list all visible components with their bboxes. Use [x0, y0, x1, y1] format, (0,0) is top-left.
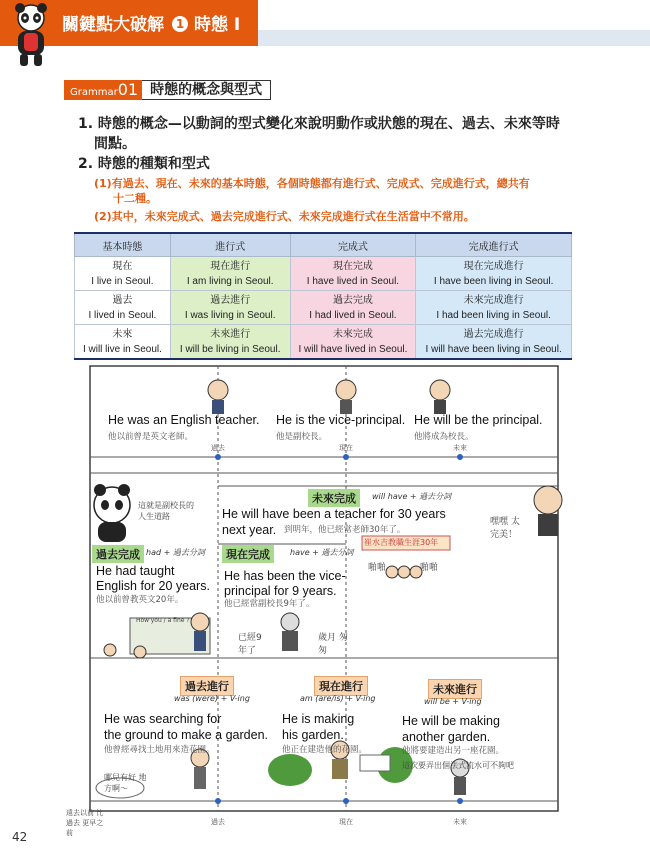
section-title: 時態的概念與型式 [142, 80, 271, 100]
time-bubble-1: 已經9 年了 [238, 633, 262, 656]
cell-example: I live in Seoul. [91, 275, 154, 287]
page-number: 42 [12, 830, 28, 844]
principal-figure-icon [430, 380, 450, 414]
table-header: 完成進行式 [416, 233, 572, 257]
past-progressive-label: 過去進行 [180, 676, 234, 696]
past-perfect-label: 過去完成 [92, 545, 144, 563]
past-perfect-translation: 他以前曾教英文20年。 [96, 595, 184, 605]
grammar-tag [64, 80, 142, 100]
future-perfect-sentence-1: He will have been a teacher for 30 years [222, 507, 446, 521]
tick-future-bottom: 未來 [453, 818, 467, 826]
present-progressive-formula: am (are/is) + V-ing [300, 694, 376, 703]
present-perfect-sentence-2: principal for 9 years. [224, 584, 337, 598]
future-perfect-label: 未來完成 [308, 489, 360, 507]
future-progressive-translation: 他將要建造出另一座花園。 [402, 746, 505, 756]
simple-present-sentence: He is the vice-principal. [276, 413, 406, 427]
timeline-dot-past [215, 454, 221, 460]
table-cell [170, 325, 290, 360]
cell-tense-name: 未來 [112, 328, 133, 340]
table-header-row [75, 233, 572, 257]
table-cell [416, 325, 572, 360]
timeline-dot-future [457, 454, 463, 460]
present-progressive-sentence-1: He is making [282, 712, 355, 726]
past-progressive-sentence-2: the ground to make a garden. [104, 728, 269, 742]
present-progressive-sentence-2: his garden. [282, 728, 344, 742]
cell-tense-name: 未來完成 [332, 328, 373, 340]
table-cell [416, 291, 572, 325]
bottom-left-note: 遠去以前 比過去 更早之前 [66, 809, 104, 837]
timeline-dot-present-bottom [343, 798, 349, 804]
clap-text: 啪啪 [368, 563, 387, 573]
table-row [75, 291, 572, 325]
present-perfect-label: 現在完成 [222, 545, 274, 563]
table-header: 完成式 [290, 233, 416, 257]
point-1-continued: 間點。 [94, 136, 136, 152]
point-2: 2. 時態的種類和型式 [78, 156, 210, 172]
cell-tense-name: 未來進行 [210, 328, 251, 340]
cell-example: I will be living in Seoul. [179, 343, 281, 355]
cell-tense-name: 過去完成 [332, 294, 373, 306]
future-progressive-label: 未來進行 [428, 679, 482, 699]
table-row [75, 257, 572, 291]
panda-mascot-icon [10, 2, 52, 70]
table-cell [416, 257, 572, 291]
reading-principal-icon [281, 613, 299, 651]
cell-tense-name: 未來完成進行 [463, 294, 524, 306]
past-perfect-formula: had + 過去分詞 [146, 548, 205, 557]
table-header: 基本時態 [75, 233, 171, 257]
cell-tense-name: 過去進行 [210, 294, 251, 306]
grammar-tag-label: Grammar [70, 87, 118, 98]
past-perfect-sentence-2: English for 20 years. [96, 579, 210, 593]
searching-note: 哪兒有好 地方啊～ [104, 773, 147, 793]
subpoint-2: (2)其中，未來完成式、過去完成進行式、未來完成進行式在生活當中不常用。 [94, 210, 475, 223]
chapter-name: 關鍵點大破解 [62, 15, 164, 35]
table-cell [75, 291, 171, 325]
table-cell [75, 257, 171, 291]
cell-example: I had been living in Seoul. [436, 309, 551, 321]
future-progressive-sentence-1: He will be making [402, 714, 500, 728]
simple-present-translation: 他是副校長。 [276, 432, 328, 442]
present-perfect-formula: have + 過去分詞 [290, 548, 354, 557]
subpoint-1: (1)有過去、現在、未來的基本時態，各個時態都有進行式、完成式、完成進行式，總共有 [94, 177, 530, 190]
subpoint-1-continued: 十二種。 [113, 192, 157, 205]
cell-example: I have lived in Seoul. [306, 275, 400, 287]
section-heading [64, 80, 271, 100]
table-header: 進行式 [170, 233, 290, 257]
students-icon [104, 644, 146, 658]
grammar-tag-number: 01 [117, 80, 139, 99]
cell-example: I was living in Seoul. [184, 309, 276, 321]
timeline-dot-future-bottom [457, 798, 463, 804]
cell-example: I will have lived in Seoul. [298, 343, 408, 355]
timeline-dot-past-bottom [215, 798, 221, 804]
simple-future-translation: 他將成為校長。 [414, 432, 474, 442]
cell-tense-name: 過去 [112, 294, 133, 306]
future-perfect-formula: will have + 過去分詞 [372, 492, 452, 501]
point-1: 1. 時態的概念—以動詞的型式變化來說明動作或狀態的現在、過去、未來等時 [78, 116, 560, 132]
clap-text-2: 啪啪 [420, 563, 439, 573]
present-progressive-translation: 他正在建造他的花園。 [282, 745, 368, 755]
cell-example: I had lived in Seoul. [309, 309, 397, 321]
future-progressive-formula: will be + V-ing [424, 697, 482, 706]
tick-past: 過去 [211, 444, 225, 452]
present-perfect-sentence-1: He has been the vice- [224, 569, 346, 583]
present-perfect-translation: 他已經當副校長9年了。 [224, 599, 315, 609]
table-cell [170, 257, 290, 291]
panda-icon [94, 484, 130, 542]
simple-past-sentence: He was an English teacher. [108, 413, 260, 427]
table-cell [75, 325, 171, 360]
future-perfect-translation: 到明年，他已經當老師30年了。 [284, 525, 406, 535]
vice-principal-figure-icon [336, 380, 356, 414]
table-cell [290, 291, 416, 325]
time-bubble-2: 歲月 匆匆 [318, 633, 348, 656]
future-gardener-note: 這次要弄出個法式流水可不夠吧 [402, 761, 514, 770]
future-perfect-sentence-2: next year. [222, 523, 277, 537]
cell-tense-name: 現在完成進行 [463, 260, 524, 272]
simple-future-sentence: He will be the principal. [414, 413, 543, 427]
table-cell [290, 325, 416, 360]
cell-tense-name: 現在完成 [332, 260, 373, 272]
cell-tense-name: 現在 [112, 260, 133, 272]
table-cell [290, 257, 416, 291]
future-progressive-sentence-2: another garden. [402, 730, 491, 744]
timeline-dot-present [343, 454, 349, 460]
table-cell [170, 291, 290, 325]
tick-present: 現在 [339, 444, 353, 452]
tick-past-bottom: 過去 [211, 818, 225, 826]
banner-text: 崔水吉教職生涯30年 [364, 538, 439, 547]
simple-past-translation: 他以前曾是英文老師。 [108, 432, 194, 442]
tick-present-bottom: 現在 [339, 818, 353, 826]
cell-example: I have been living in Seoul. [433, 275, 554, 287]
past-perfect-sentence-1: He had taught [96, 564, 175, 578]
cell-tense-name: 過去完成進行 [463, 328, 524, 340]
past-progressive-formula: was (were) + V-ing [174, 694, 250, 703]
blackboard-text: How'you / a fine ? [136, 617, 190, 624]
past-progressive-translation: 他曾經尋找土地用來造花園。 [104, 745, 215, 755]
tick-future: 未來 [453, 444, 467, 452]
chapter-topic: 時態 I [194, 15, 241, 35]
table-row [75, 325, 572, 360]
principal-speech: 嘿嘿 太完美！ [490, 517, 520, 540]
cell-example: I will have been living in Seoul. [425, 343, 562, 355]
cell-example: I am living in Seoul. [186, 275, 274, 287]
header-accent-strip [258, 30, 650, 46]
chapter-number-badge: 1 [172, 16, 188, 32]
cell-example: I lived in Seoul. [88, 309, 157, 321]
panda-speech: 這就是副校長的人生道路 [138, 501, 194, 521]
tense-table [74, 232, 572, 360]
cell-tense-name: 現在進行 [210, 260, 251, 272]
cell-example: I will live in Seoul. [82, 343, 162, 355]
present-progressive-label: 現在進行 [314, 676, 368, 696]
teacher-figure-icon [208, 380, 228, 414]
chapter-title [62, 10, 240, 35]
past-progressive-sentence-1: He was searching for [104, 712, 222, 726]
